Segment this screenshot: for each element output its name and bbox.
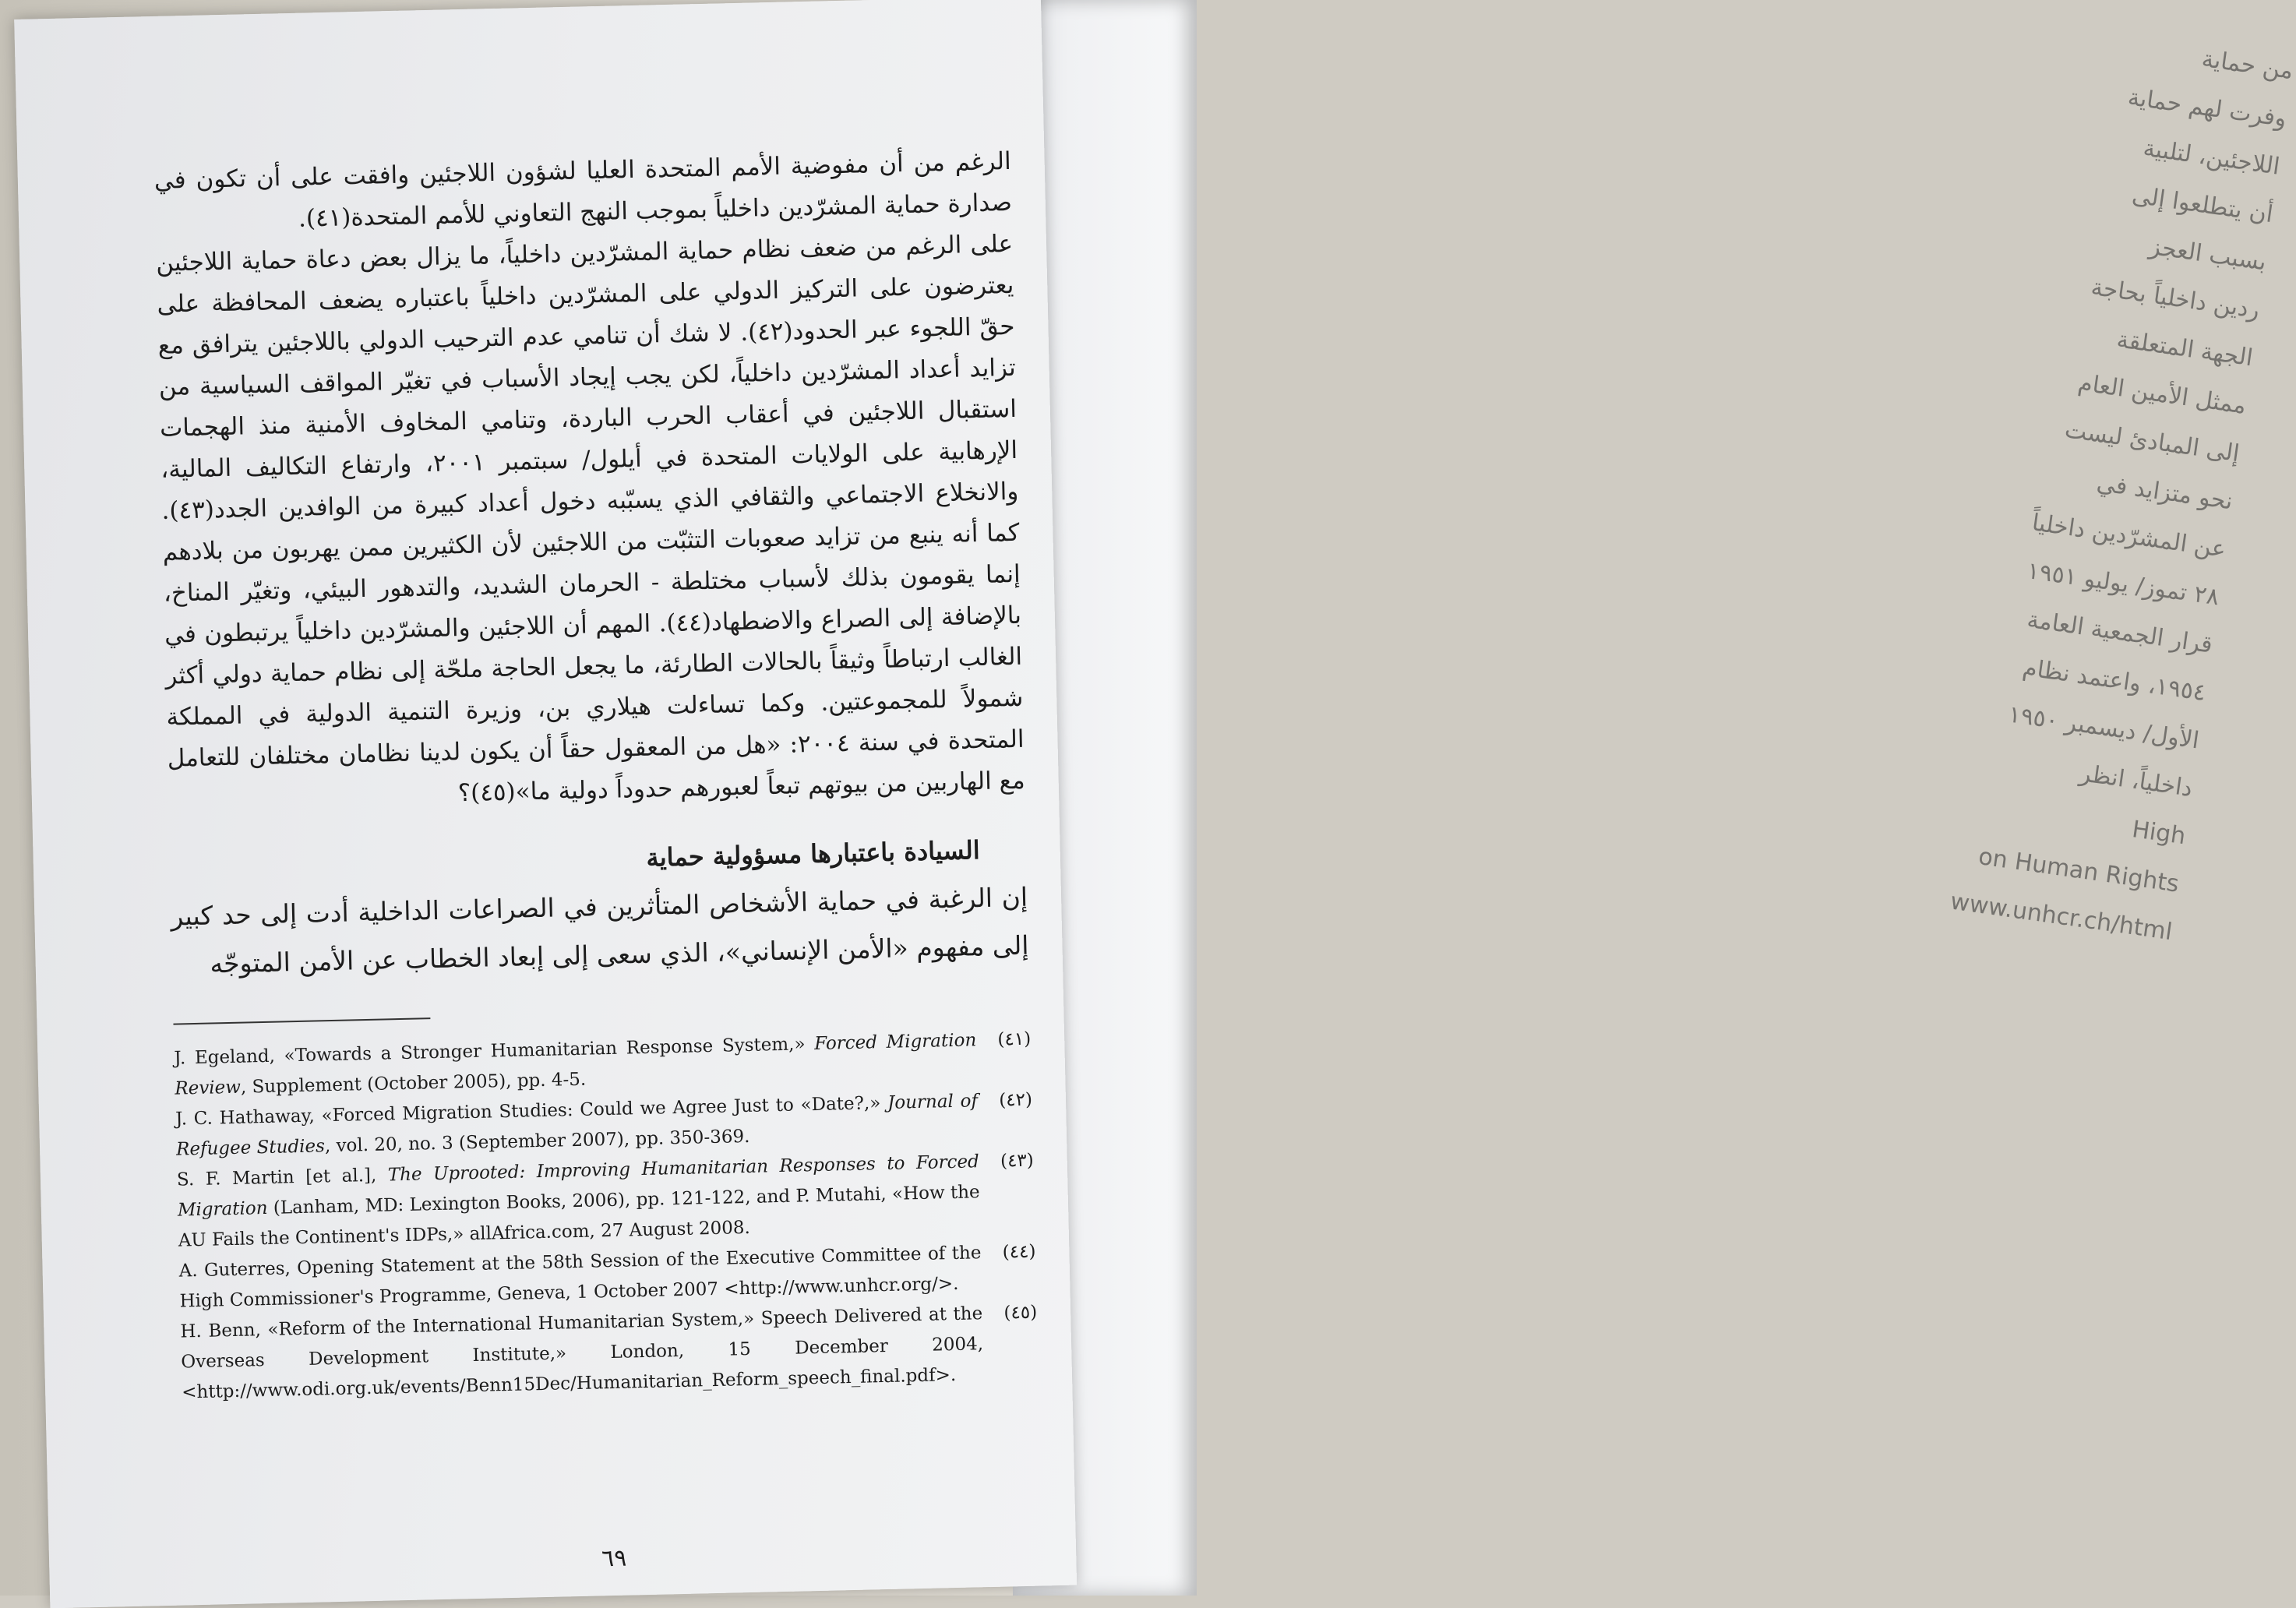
footnote-number: (٤٥) bbox=[1003, 1302, 1038, 1324]
facing-line: عن المشرّدين داخلياً bbox=[2030, 509, 2228, 563]
facing-line: ردين داخلياً بحاجة bbox=[2089, 273, 2262, 325]
facing-line: أن يتطلعوا إلى bbox=[2130, 182, 2275, 229]
footnote-text: S. F. Martin [et al.], bbox=[176, 1165, 389, 1190]
facing-line: High bbox=[2130, 816, 2188, 851]
paragraph-refugee-protection: على الرغم من ضعف نظام حماية المشرّدين داخلياً، ما يزال بعض دعاة حماية اللاجئين يعترضون على التركيز الدولي على المشرّدين داخلياً باعتباره يضعف المحافظة على حقّ اللجوء عبر الحدود(٤٢). لا شك أن تنامي عدم الترحيب الدولي باللاجئين يترافق مع تزايد أعداد المشرّدين داخلياً، لكن يجب إيجاد الأسباب في تغيّر المواقف السياسية من استقبال اللاجئين في أعقاب الحرب الباردة، وتنامي المخاوف الأمنية منذ الهجمات الإرهابية على الولايات المتحدة في أيلول/ سبتمبر ٢٠٠١، وارتفاع التكاليف المالية، والانخلاع الاجتماعي والثقافي الذي يسبّبه دخول أعداد كبيرة من الوافدين الجدد(٤٣). كما أنه ينبع من تزايد صعوبات التثبّت من اللاجئين لأن الكثيرين ممن يهربون من بلادهم إنما يقومون بذلك لأسباب مختلطة - الحرمان الشديد، والتدهور البيئي، وتغيّر المناخ، بالإضافة إلى الصراع والاضطهاد(٤٤). المهم أن اللاجئين والمشرّدين داخلياً يرتبطون في الغالب ارتباطاً وثيقاً بالحالات الطارئة، ما يجعل الحاجة ملحّة إلى نظام حماية دولي أكثر شمولاً للمجموعتين. وكما تساءلت هيلاري بن، وزيرة التنمية الدولية في المملكة المتحدة في سنة ٢٠٠٤: «هل من المعقول حقاً أن يكون لدينا نظامان مختلفان للتعامل مع الهاربين من بيوتهم تبعاً لعبورهم حدوداً دولية ما»(٤٥)؟ bbox=[155, 229, 1026, 808]
footnote-divider bbox=[173, 1017, 430, 1024]
paragraph-continued: الرغم من أن مفوضية الأمم المتحدة العليا لشؤون اللاجئين وافقت على أن تكون في صدارة حماية المشرّدين داخلياً بموجب النهج التعاوني للأمم المتحدة(٤١). bbox=[153, 146, 1013, 233]
footnote-number: (٤٣) bbox=[1000, 1150, 1035, 1172]
footnote-text: J. Egeland, «Towards a Stronger Humanitarian Response System,» bbox=[174, 1033, 815, 1069]
page-number: ٦٩ bbox=[601, 1544, 627, 1573]
book-page bbox=[14, 0, 1077, 1608]
facing-line: الجهة المتعلقة bbox=[2114, 326, 2255, 372]
footnote-text: , vol. 20, no. 3 (September 2007), pp. 350-369. bbox=[324, 1126, 750, 1157]
facing-line: نحو متزايد في bbox=[2094, 469, 2234, 516]
footnote-number: (٤٢) bbox=[998, 1089, 1033, 1111]
footnote-title: Forced Migration Review bbox=[175, 1030, 977, 1099]
page-content bbox=[153, 141, 1039, 1573]
footnote-title: The Uprooted: Improving Humanitarian Responses to Forced Migration bbox=[177, 1151, 980, 1221]
facing-line: الأول/ ديسمبر ١٩٥٠ bbox=[2006, 700, 2201, 755]
facing-line: قرار الجمعية العامة bbox=[2025, 605, 2215, 659]
section-heading: السيادة باعتبارها مسؤولية حماية bbox=[646, 835, 981, 873]
footnotes bbox=[174, 1024, 1039, 1409]
facing-line: داخلياً، انظر bbox=[2078, 760, 2195, 802]
facing-line: ٢٨ تموز/ يوليو ١٩٥١ bbox=[2025, 557, 2221, 612]
facing-line: on Human Rights bbox=[1977, 843, 2181, 898]
footnote-text: H. Benn, «Reform of the International Humanitarian System,» Speech Delivered at the Overseas Development Institute,» London, 15 December 2004, <http://www.odi.org.uk/events/Benn15Dec/Humanitarian_Reform_speech_final.pdf>. bbox=[180, 1303, 984, 1403]
footnote-text: (Lanham, MD: Lexington Books, 2006), pp. 121-122, and P. Mutahi, «How the AU Fails the Continent's IDPs,» allAfrica.com, 27 August 2008. bbox=[178, 1182, 980, 1251]
footnote-title: Journal of Refugee Studies bbox=[175, 1091, 979, 1160]
facing-line: www.unhcr.ch/html bbox=[1949, 887, 2174, 947]
facing-line: بسبب العجز bbox=[2147, 232, 2269, 277]
footnote bbox=[180, 1298, 1039, 1409]
footnote-number: (٤٤) bbox=[1002, 1241, 1036, 1263]
facing-line: وفرت لهم حماية bbox=[2125, 83, 2288, 133]
facing-line: من حماية bbox=[2199, 44, 2295, 86]
footnote-number: (٤١) bbox=[997, 1028, 1032, 1050]
facing-line: اللاجئين، لتلبية bbox=[2141, 134, 2282, 181]
footnote-text: , Supplement (October 2005), pp. 4-5. bbox=[240, 1069, 587, 1098]
facing-line: إلى المبادئ ليست bbox=[2063, 416, 2241, 468]
section-paragraph: إن الرغبة في حماية الأشخاص المتأثرين في الصراعات الداخلية أدت إلى حد كبير إلى مفهوم «الأمن الإنساني»، الذي سعى إلى إبعاد الخطاب عن الأمن المتوجّه bbox=[170, 881, 1029, 979]
footnote-text: J. C. Hathaway, «Forced Migration Studies: Could we Agree Just to «Date?,» bbox=[175, 1092, 888, 1130]
facing-line: ممثل الأمين العام bbox=[2076, 368, 2248, 420]
facing-page-text bbox=[1949, 27, 2296, 1359]
facing-line: ١٩٥٤، واعتمد نظام bbox=[2021, 654, 2208, 707]
footnote-text: A. Guterres, Opening Statement at the 58th Session of the Executive Committee of the High Commissioner's Programme, Geneva, 1 October 2007 <http://www.unhcr.org/>. bbox=[178, 1243, 982, 1312]
